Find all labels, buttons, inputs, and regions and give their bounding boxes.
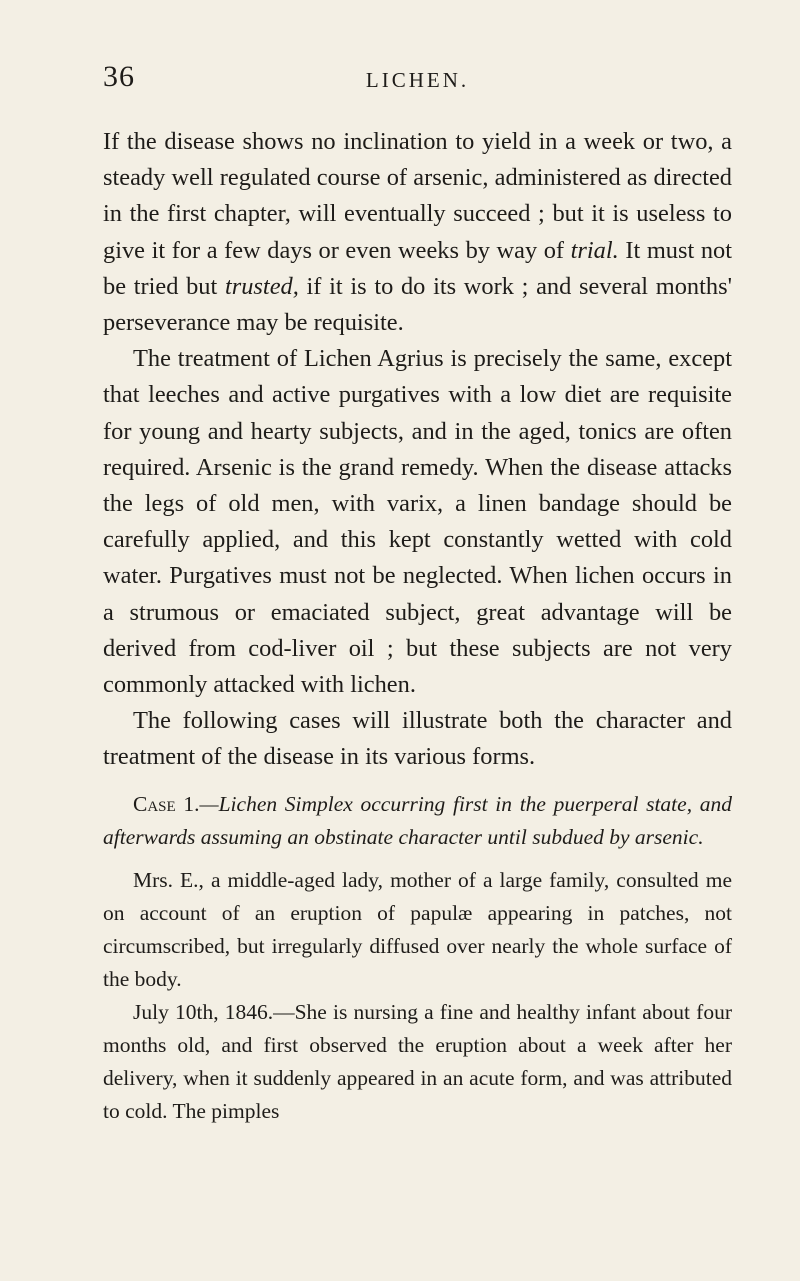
- case-title: —Lichen Simplex occurring first in the puerperal state, and afterwards assuming an obstinate character until subdued by arsenic.: [103, 791, 732, 849]
- running-title: LICHEN.: [365, 68, 470, 92]
- paragraph-text: If the disease shows no inclination to yield in a week or two, a steady well regulated course of arsenic, administered as directed in the first chapter, will eventually succeed ; but it is useless to give it for a few days or even weeks by way of: [103, 128, 732, 264]
- paragraph-arsenic-course: [103, 124, 732, 341]
- paragraph-lichen-agrius: The treatment of Lichen Agrius is precisely the same, except that leeches and active purgatives with a low diet are requisite for young and hearty subjects, and in the aged, tonics are often required. Arsenic is the grand remedy. When the disease attacks the legs of old men, with varix, a linen bandage should be carefully applied, and this kept constantly wetted with cold water. Purgatives must not be neglected. When lichen occurs in a strumous or emaciated subject, great advantage will be derived from cod-liver oil ; but these subjects are not very commonly attacked with lichen.: [103, 345, 732, 699]
- emphasis-trusted: trusted,: [224, 272, 299, 300]
- emphasis-trial: trial.: [570, 236, 619, 264]
- paragraph-following-cases: The following cases will illustrate both the character and treatment of the disease in its various forms.: [103, 707, 732, 771]
- case-paragraph-intro: Mrs. E., a middle-aged lady, mother of a large family, consulted me on account of an eruption of papulæ appearing in patches, not circumscribed, but irregularly diffused over nearly the whole surface of the body.: [103, 867, 732, 991]
- case-paragraph-july: July 10th, 1846.—She is nursing a fine and healthy infant about four months old, and first observed the eruption about a week after her delivery, when it suddenly appeared in an acute form, and was attributed to cold. The pimples: [103, 999, 732, 1123]
- paragraph-text: It must not be tried but: [103, 236, 732, 300]
- case-label: Case 1.: [133, 791, 200, 816]
- paragraph-text: if it is to do its work ; and several months' perseverance may be requisite.: [103, 272, 732, 337]
- page-number: 36: [103, 60, 135, 93]
- case-heading: [103, 788, 732, 854]
- page-header: [103, 60, 732, 100]
- body-text: [103, 124, 732, 1128]
